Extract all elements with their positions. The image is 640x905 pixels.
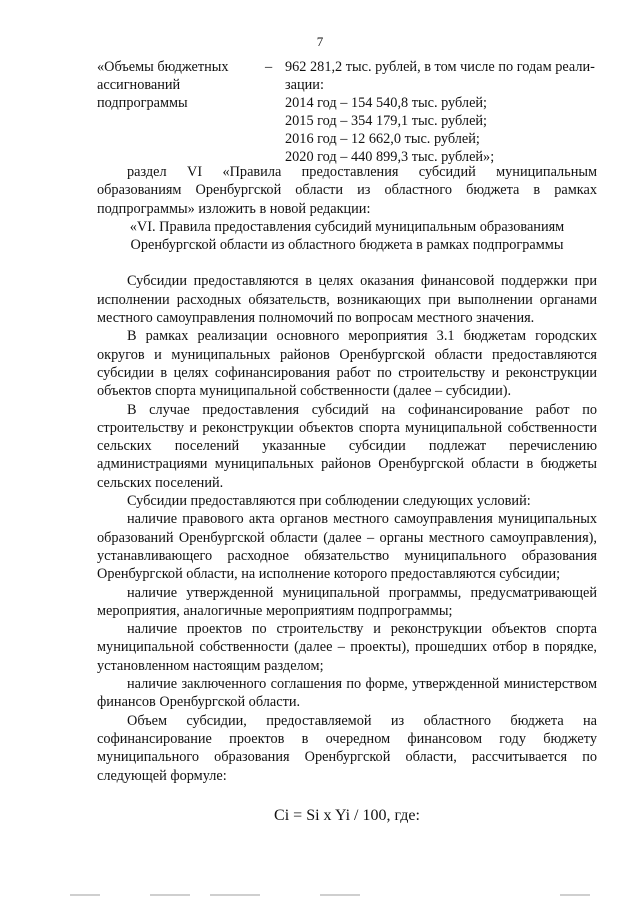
budget-label-line: «Объемы бюджетных [97, 59, 229, 75]
table-dash: – [265, 59, 273, 75]
budget-value-line: 962 281,2 тыс. рублей, в том числе по годам реали- [285, 59, 595, 75]
section-heading: «VI. Правила предоставления субсидий муниципальным образованиям Оренбургской области из областного бюджета в рамках подпрограммы [129, 218, 565, 254]
page-number: 7 [316, 34, 324, 49]
budget-value-line: зации: [285, 77, 324, 93]
document-body [97, 163, 597, 825]
budget-value-line: 2020 год – 440 899,3 тыс. рублей»; [285, 149, 495, 165]
paragraph: Объем субсидии, предоставляемой из областного бюджета на софинансирование проектов в очередном финансовом году бюджету муниципального образования Оренбургской области, рассчитывается по следующей формуле: [97, 712, 597, 784]
paragraph: Субсидии предоставляются при соблюдении следующих условий: [127, 493, 531, 510]
paragraph: наличие заключенного соглашения по форме, утвержденной министерством финансов Оренбургской области. [97, 676, 597, 711]
paragraph: В случае предоставления субсидий на софинансирование работ по строительству и реконструкции объектов спорта муниципальной собственности сельских поселений указанные субсидии подлежат перечислению администрациями муниципальных районов Оренбургской области в бюджеты сельских поселений. [97, 401, 597, 491]
budget-value-line: 2015 год – 354 179,1 тыс. рублей; [285, 113, 488, 129]
budget-label-line: ассигнований [97, 77, 181, 93]
budget-label [97, 58, 247, 112]
budget-value-line: 2016 год – 12 662,0 тыс. рублей; [285, 131, 480, 147]
paragraph: раздел VI «Правила предоставления субсидий муниципальным образованиям Оренбургской области из областного бюджета в рамках подпрограммы» изложить в новой редакции: [97, 164, 597, 217]
formula: Ci = Si x Yi / 100, где: [274, 806, 420, 824]
scan-artifacts [60, 894, 600, 898]
paragraph: В рамках реализации основного мероприятия 3.1 бюджетам городских округов и муниципальных районов Оренбургской области предоставляются субсидии в целях софинансирования работ по строительству и реконструкции объектов спорта муниципальной собственности (далее – субсидии). [97, 328, 597, 400]
paragraph: наличие правового акта органов местного самоуправления муниципальных образований Оренбургской области (далее – органы местного самоуправления), устанавливающего расходное обязательство муниципального образования Оренбургской области, на исполнение которого предоставляются субсидии; [97, 511, 597, 583]
budget-values [285, 58, 597, 166]
budget-value-line: 2014 год – 154 540,8 тыс. рублей; [285, 95, 488, 111]
budget-label-line: подпрограммы [97, 95, 188, 111]
paragraph: Субсидии предоставляются в целях оказания финансовой поддержки при исполнении расходных обязательств, возникающих при выполнении органами местного самоуправления полномочий по вопросам местного значения. [97, 273, 597, 327]
paragraph: наличие проектов по строительству и реконструкции объектов спорта муниципальной собственности (далее – проекты), прошедших отбор в порядке, установленном настоящим разделом; [97, 621, 597, 674]
paragraph: наличие утвержденной муниципальной программы, предусматривающей мероприятия, аналогичные мероприятиям подпрограммы; [97, 584, 597, 619]
